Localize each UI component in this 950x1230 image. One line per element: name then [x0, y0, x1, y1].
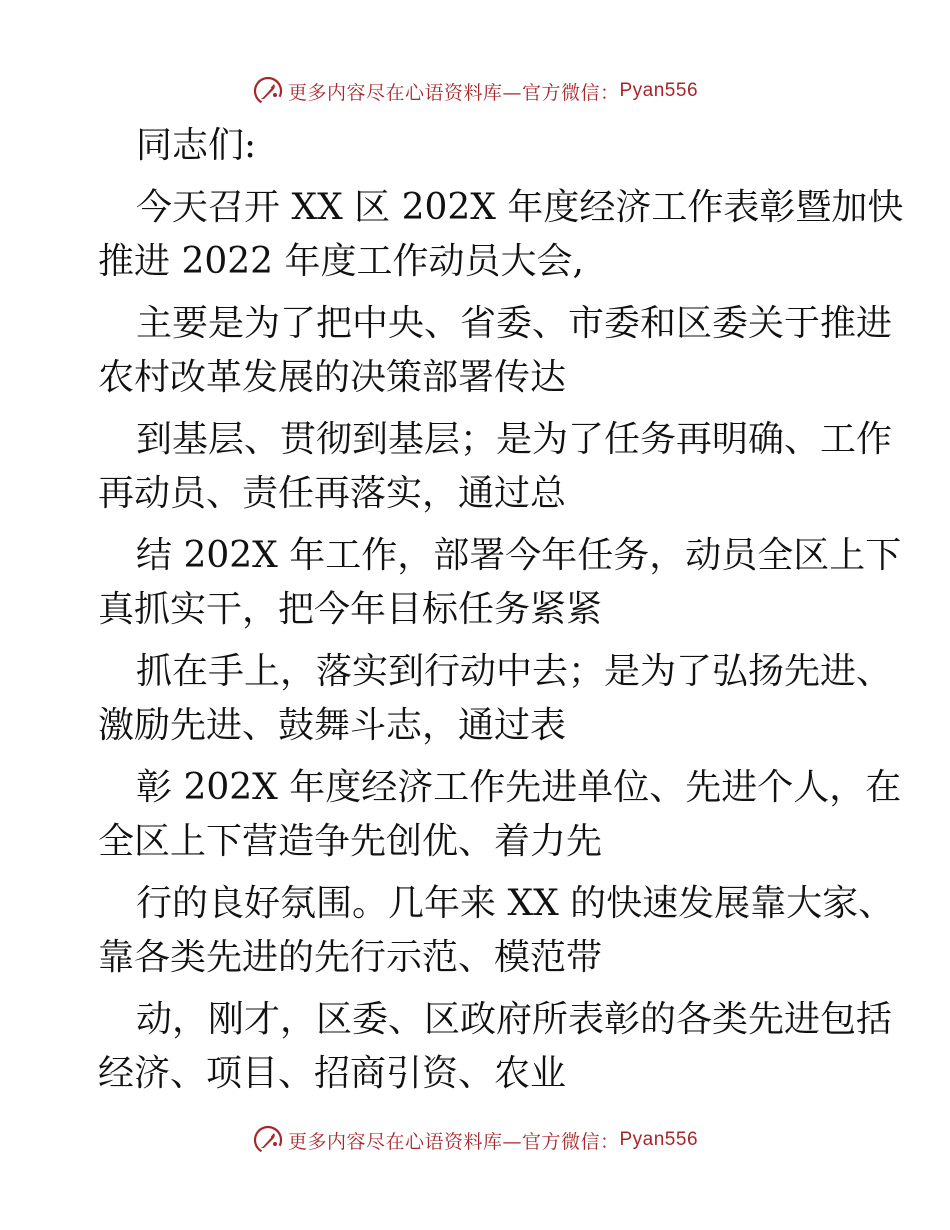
- paragraph-line: 经济、项目、招商引资、农业: [98, 1053, 567, 1094]
- paragraph-line: 激励先进、鼓舞斗志，通过表: [98, 705, 567, 746]
- banner-text: 更多内容尽在心语资料库—官方微信：: [287, 81, 620, 104]
- paragraph-line: 全区上下营造争先创优、着力先: [98, 821, 603, 862]
- paragraph-line: 今天召开 XX 区 202X 年度经济工作表彰暨加快: [136, 187, 904, 228]
- paragraph-line: 动，刚才，区委、区政府所表彰的各类先进包括: [136, 999, 893, 1040]
- paragraph-line: 同志们:: [136, 125, 257, 166]
- header-banner: [0, 71, 950, 111]
- paragraph-line: 到基层、贯彻到基层；是为了任务再明确、工作: [136, 419, 893, 460]
- footer-banner: [0, 1120, 950, 1160]
- paragraph-line: 推进 2022 年度工作动员大会,: [98, 241, 584, 282]
- paragraph-line: 靠各类先进的先行示范、模范带: [98, 937, 603, 978]
- paragraph-line: 农村改革发展的决策部署传达: [98, 357, 567, 398]
- feather-pen-logo-icon: [252, 1124, 284, 1156]
- feather-pen-logo-icon: [252, 75, 284, 107]
- paragraph-line: 抓在手上，落实到行动中去；是为了弘扬先进、: [136, 651, 893, 692]
- banner-text: 更多内容尽在心语资料库—官方微信：: [287, 1130, 620, 1153]
- paragraph-line: 彰 202X 年度经济工作先进单位、先进个人，在: [136, 767, 902, 808]
- paragraph-line: 主要是为了把中央、省委、市委和区委关于推进: [136, 303, 893, 344]
- wechat-id: Pyan556: [619, 80, 699, 101]
- paragraph-line: 结 202X 年工作，部署今年任务，动员全区上下: [136, 535, 902, 576]
- paragraph-line: 行的良好氛围。几年来 XX 的快速发展靠大家、: [136, 883, 895, 924]
- wechat-id: Pyan556: [619, 1129, 699, 1150]
- paragraph-line: 再动员、责任再落实，通过总: [98, 473, 567, 514]
- paragraph-line: 真抓实干，把今年目标任务紧紧: [98, 589, 603, 630]
